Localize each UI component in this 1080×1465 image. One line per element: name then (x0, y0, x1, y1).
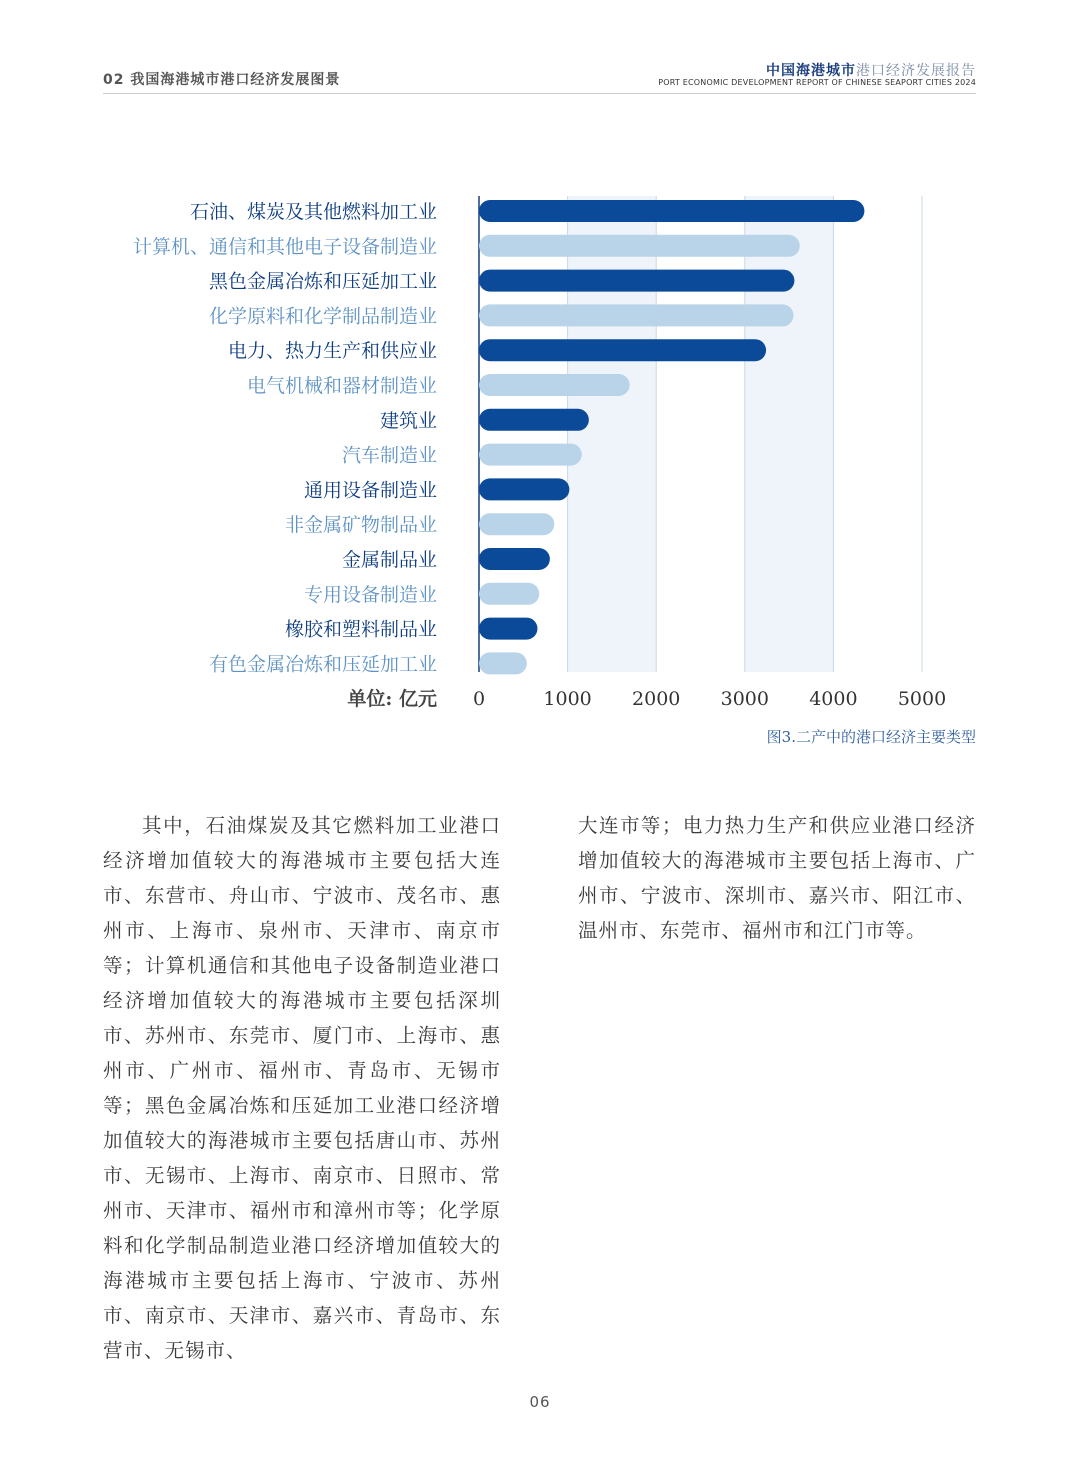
bar (479, 409, 589, 431)
category-label: 金属制品业 (341, 549, 437, 571)
category-label: 黑色金属冶炼和压延加工业 (208, 270, 437, 293)
header-divider (103, 93, 976, 94)
unit-label: 单位: 亿元 (347, 688, 437, 710)
bar (479, 618, 537, 640)
bar (479, 270, 794, 292)
category-label: 计算机、通信和其他电子设备制造业 (132, 235, 437, 258)
report-title-light: 港口经济发展报告 (856, 63, 976, 79)
bar (479, 339, 766, 361)
category-label: 专用设备制造业 (303, 583, 437, 606)
page-number: 06 (529, 1393, 551, 1411)
section-title: 02 我国海港城市港口经济发展图景 (103, 72, 341, 88)
bar (479, 478, 569, 500)
grid-band (745, 196, 834, 672)
report-title (766, 60, 976, 80)
category-label: 石油、煤炭及其他燃料加工业 (189, 201, 437, 223)
bar-chart (0, 180, 1080, 720)
report-title-strong: 中国海港城市 (766, 63, 856, 79)
tick-label: 0 (472, 688, 486, 710)
category-label: 通用设备制造业 (303, 479, 437, 502)
category-label: 非金属矿物制品业 (284, 514, 437, 537)
report-title-english: PORT ECONOMIC DEVELOPMENT REPORT OF CHINESE SEAPORT CITIES 2024 (658, 78, 976, 87)
tick-label: 4000 (809, 688, 858, 710)
bar (479, 652, 527, 674)
body-text-left: 其中，石油煤炭及其它燃料加工业港口经济增加值较大的海港城市主要包括大连市、东营市、舟山市、宁波市、茂名市、惠州市、上海市、泉州市、天津市、南京市等；计算机通信和其他电子设备制造业港口经济增加值较大的海港城市主要包括深圳市、苏州市、东莞市、厦门市、上海市、惠州市、广州市、福州市、青岛市、无锡市等；黑色金属冶炼和压延加工业港口经济增加值较大的海港城市主要包括唐山市、苏州市、无锡市、上海市、南京市、日照市、常州市、天津市、福州市和漳州市等；化学原料和化学制品制造业港口经济增加值较大的海港城市主要包括上海市、宁波市、苏州市、南京市、天津市、嘉兴市、青岛市、东营市、无锡市、 (103, 814, 501, 1362)
category-label: 化学原料和化学制品制造业 (208, 305, 437, 328)
grid-band (568, 196, 657, 672)
category-label: 汽车制造业 (341, 444, 437, 467)
category-label: 橡胶和塑料制品业 (284, 618, 437, 641)
body-text-right: 大连市等；电力热力生产和供应业港口经济增加值较大的海港城市主要包括上海市、广州市、宁波市、深圳市、嘉兴市、阳江市、温州市、东莞市、福州市和江门市等。 (578, 814, 976, 942)
bar (479, 513, 554, 535)
bar (479, 444, 582, 466)
bar (479, 235, 800, 257)
category-label: 有色金属冶炼和压延加工业 (208, 653, 437, 676)
category-label: 建筑业 (379, 409, 437, 432)
figure-caption: 图3.二产中的港口经济主要类型 (766, 728, 976, 746)
bar (479, 548, 550, 570)
tick-label: 3000 (720, 688, 769, 710)
tick-label: 2000 (632, 688, 681, 710)
tick-label: 5000 (897, 688, 947, 710)
bar (479, 583, 539, 605)
category-label: 电力、热力生产和供应业 (227, 340, 437, 363)
tick-label: 1000 (543, 688, 592, 710)
bar (479, 304, 794, 326)
category-label: 电气机械和器材制造业 (246, 375, 437, 397)
bar (479, 374, 630, 396)
bar (479, 200, 864, 222)
